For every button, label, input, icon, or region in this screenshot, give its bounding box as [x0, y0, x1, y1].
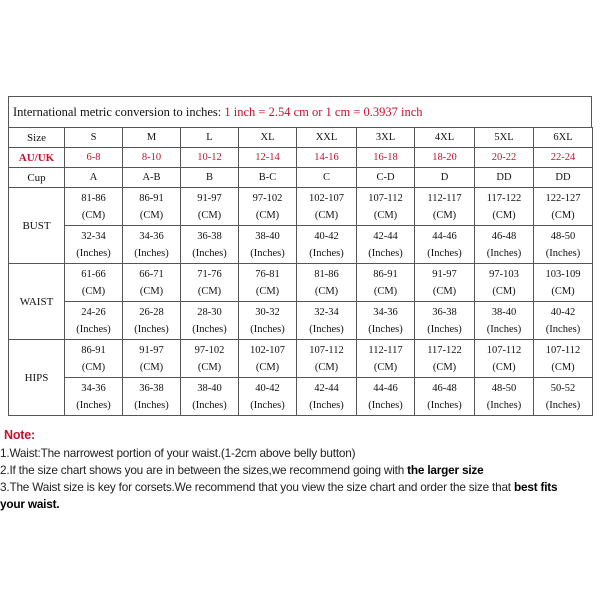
waist-inches-row [9, 302, 593, 340]
bust-cm-cell [357, 188, 415, 226]
measurement-unit: (CM) [492, 285, 516, 297]
measurement-value: 107-112 [309, 344, 344, 356]
cup-row-cell: B-C [239, 168, 297, 188]
measurement-value: 91-97 [197, 192, 222, 204]
bust-inches-row [9, 226, 593, 264]
size-row-cell: S [65, 128, 123, 148]
bust-cm-cell [181, 188, 239, 226]
waist-inches-cell [123, 302, 181, 340]
measurement-unit: (Inches) [76, 399, 111, 411]
measurement-unit: (CM) [551, 361, 575, 373]
hips-cm-cell [475, 340, 534, 378]
measurement-value: 86-91 [81, 344, 106, 356]
conversion-formula: 1 inch = 2.54 cm or 1 cm = 0.3937 inch [224, 105, 423, 119]
measurement-unit: (Inches) [545, 323, 581, 335]
cup-row-cell: B [181, 168, 239, 188]
bust-group-label: BUST [9, 188, 65, 264]
measurement-value: 32-34 [81, 230, 106, 242]
measurement-unit: (CM) [255, 209, 280, 221]
measurement-unit: (CM) [81, 209, 106, 221]
measurement-value: 122-127 [545, 192, 581, 204]
measurement-unit: (Inches) [76, 323, 111, 335]
notes-section [0, 428, 600, 513]
bust-cm-cell [297, 188, 357, 226]
measurement-value: 76-81 [255, 268, 280, 280]
measurement-value: 36-38 [432, 306, 457, 318]
waist-cm-cell [239, 264, 297, 302]
bust-cm-cell [415, 188, 475, 226]
measurement-unit: (CM) [255, 361, 280, 373]
measurement-value: 38-40 [255, 230, 280, 242]
hips-cm-cell [297, 340, 357, 378]
measurement-unit: (Inches) [192, 247, 227, 259]
au-uk-row-cell: 10-12 [181, 148, 239, 168]
measurement-unit: (Inches) [368, 399, 403, 411]
hips-cm-cell [123, 340, 181, 378]
note-line-2 [0, 462, 600, 479]
bust-inches-cell [534, 226, 593, 264]
note-line-3 [0, 479, 600, 496]
measurement-value: 86-91 [373, 268, 398, 280]
measurement-unit: (Inches) [309, 399, 344, 411]
waist-inches-cell [65, 302, 123, 340]
measurement-unit: (CM) [432, 209, 457, 221]
bust-inches-cell [357, 226, 415, 264]
measurement-value: 103-109 [545, 268, 581, 280]
size-row-cell: L [181, 128, 239, 148]
size-row-cell: 3XL [357, 128, 415, 148]
measurement-value: 107-112 [368, 192, 403, 204]
waist-inches-cell [475, 302, 534, 340]
bust-cm-cell [65, 188, 123, 226]
hips-inches-cell [534, 378, 593, 416]
measurement-unit: (CM) [139, 209, 164, 221]
size-row-cell: XL [239, 128, 297, 148]
measurement-value: 40-42 [314, 230, 339, 242]
hips-inches-cell [297, 378, 357, 416]
note-line-3-emphasis: best fits [513, 480, 558, 494]
measurement-unit: (Inches) [192, 323, 227, 335]
measurement-unit: (Inches) [427, 323, 462, 335]
measurement-unit: (CM) [139, 361, 164, 373]
hips-inches-row [9, 378, 593, 416]
bust-cm-row [9, 188, 593, 226]
measurement-unit: (Inches) [427, 247, 462, 259]
bust-cm-cell [123, 188, 181, 226]
measurement-value: 24-26 [81, 306, 106, 318]
measurement-unit: (Inches) [545, 247, 581, 259]
measurement-unit: (CM) [81, 285, 106, 297]
measurement-value: 97-102 [252, 192, 283, 204]
measurement-value: 44-46 [432, 230, 457, 242]
cup-row-cell: DD [534, 168, 593, 188]
measurement-unit: (Inches) [250, 323, 285, 335]
measurement-value: 61-66 [81, 268, 106, 280]
measurement-unit: (Inches) [134, 323, 169, 335]
cup-row-cell: D [415, 168, 475, 188]
measurement-value: 40-42 [255, 382, 280, 394]
measurement-value: 34-36 [139, 230, 164, 242]
note-line-4 [0, 496, 600, 513]
bust-inches-cell [181, 226, 239, 264]
measurement-unit: (CM) [197, 285, 222, 297]
measurement-value: 38-40 [197, 382, 222, 394]
measurement-value: 117-122 [486, 192, 522, 204]
cup-row-label: Cup [9, 168, 65, 188]
measurement-unit: (CM) [373, 361, 398, 373]
waist-cm-cell [181, 264, 239, 302]
bust-inches-cell [65, 226, 123, 264]
measurement-value: 42-44 [373, 230, 398, 242]
cup-row-cell: A [65, 168, 123, 188]
measurement-unit: (CM) [492, 209, 516, 221]
hips-group-label: HIPS [9, 340, 65, 416]
measurement-unit: (Inches) [368, 247, 403, 259]
au-uk-row-cell: 22-24 [534, 148, 593, 168]
note-line-2-text: 2.If the size chart shows you are in between the sizes,we recommend going with [0, 463, 408, 477]
cup-row-cell: DD [475, 168, 534, 188]
bust-cm-cell [239, 188, 297, 226]
measurement-value: 28-30 [197, 306, 222, 318]
bust-inches-cell [297, 226, 357, 264]
waist-cm-cell [65, 264, 123, 302]
waist-inches-cell [534, 302, 593, 340]
size-table [8, 127, 593, 416]
measurement-value: 117-122 [427, 344, 462, 356]
bust-inches-cell [475, 226, 534, 264]
measurement-value: 97-102 [194, 344, 225, 356]
cup-row-cell: A-B [123, 168, 181, 188]
cup-row [9, 168, 593, 188]
bust-cm-cell [534, 188, 593, 226]
waist-inches-cell [181, 302, 239, 340]
measurement-value: 36-38 [139, 382, 164, 394]
measurement-value: 30-32 [255, 306, 280, 318]
waist-cm-cell [357, 264, 415, 302]
conversion-prefix: International metric conversion to inches: [13, 105, 225, 119]
measurement-value: 91-97 [139, 344, 164, 356]
waist-inches-cell [297, 302, 357, 340]
measurement-value: 86-91 [139, 192, 164, 204]
measurement-unit: (Inches) [368, 323, 403, 335]
measurement-unit: (CM) [81, 361, 106, 373]
measurement-unit: (Inches) [250, 399, 285, 411]
measurement-unit: (Inches) [134, 247, 169, 259]
note-line-1: 1.Waist:The narrowest portion of your waist.(1-2cm above belly button) [0, 446, 356, 460]
measurement-unit: (Inches) [76, 247, 111, 259]
measurement-unit: (Inches) [545, 399, 581, 411]
measurement-value: 46-48 [491, 230, 517, 242]
waist-cm-cell [534, 264, 593, 302]
measurement-unit: (CM) [492, 361, 516, 373]
measurement-unit: (Inches) [192, 399, 227, 411]
hips-inches-cell [239, 378, 297, 416]
measurement-value: 34-36 [373, 306, 398, 318]
measurement-unit: (CM) [197, 209, 222, 221]
au-uk-row-cell: 16-18 [357, 148, 415, 168]
waist-group-label: WAIST [9, 264, 65, 340]
measurement-unit: (CM) [314, 285, 339, 297]
au-uk-row-cell: 18-20 [415, 148, 475, 168]
measurement-unit: (Inches) [134, 399, 169, 411]
waist-inches-cell [239, 302, 297, 340]
measurement-value: 42-44 [314, 382, 339, 394]
measurement-value: 91-97 [432, 268, 457, 280]
size-row-cell: 5XL [475, 128, 534, 148]
measurement-value: 50-52 [550, 382, 576, 394]
size-row [9, 128, 593, 148]
au-uk-row-cell: 6-8 [65, 148, 123, 168]
measurement-unit: (Inches) [250, 247, 285, 259]
measurement-value: 66-71 [139, 268, 164, 280]
waist-cm-cell [297, 264, 357, 302]
waist-cm-cell [415, 264, 475, 302]
measurement-value: 71-76 [197, 268, 222, 280]
note-line-2-emphasis: the larger size [407, 463, 484, 477]
measurement-value: 48-50 [550, 230, 576, 242]
conversion-title [8, 96, 592, 127]
hips-inches-cell [123, 378, 181, 416]
hips-cm-cell [415, 340, 475, 378]
measurement-value: 81-86 [81, 192, 106, 204]
note-line-3-text: 3.The Waist size is key for corsets.We recommend that you view the size chart and order the size that [0, 480, 514, 494]
measurement-value: 107-112 [486, 344, 522, 356]
measurement-value: 40-42 [550, 306, 576, 318]
size-row-label: Size [9, 128, 65, 148]
measurement-unit: (CM) [432, 285, 457, 297]
bust-inches-cell [123, 226, 181, 264]
measurement-unit: (Inches) [309, 323, 344, 335]
measurement-value: 112-117 [368, 344, 403, 356]
hips-inches-cell [65, 378, 123, 416]
measurement-unit: (Inches) [486, 323, 522, 335]
waist-cm-cell [123, 264, 181, 302]
measurement-value: 112-117 [427, 192, 462, 204]
waist-cm-cell [475, 264, 534, 302]
hips-cm-cell [357, 340, 415, 378]
size-row-cell: M [123, 128, 181, 148]
size-row-cell: XXL [297, 128, 357, 148]
bust-cm-cell [475, 188, 534, 226]
hips-inches-cell [181, 378, 239, 416]
measurement-unit: (CM) [373, 209, 398, 221]
hips-inches-cell [415, 378, 475, 416]
measurement-value: 97-103 [489, 268, 519, 280]
hips-cm-cell [181, 340, 239, 378]
measurement-unit: (CM) [255, 285, 280, 297]
measurement-value: 44-46 [373, 382, 398, 394]
measurement-value: 102-107 [250, 344, 285, 356]
measurement-unit: (CM) [551, 209, 575, 221]
size-chart [8, 96, 592, 416]
measurement-value: 102-107 [309, 192, 344, 204]
au-uk-row-cell: 8-10 [123, 148, 181, 168]
waist-cm-row [9, 264, 593, 302]
waist-inches-cell [415, 302, 475, 340]
size-row-cell: 6XL [534, 128, 593, 148]
au-uk-row-cell: 20-22 [475, 148, 534, 168]
measurement-value: 81-86 [314, 268, 339, 280]
hips-cm-cell [239, 340, 297, 378]
measurement-unit: (CM) [197, 361, 222, 373]
measurement-unit: (CM) [314, 209, 339, 221]
measurement-unit: (CM) [314, 361, 339, 373]
au-uk-row-cell: 12-14 [239, 148, 297, 168]
hips-inches-cell [475, 378, 534, 416]
measurement-unit: (CM) [551, 285, 575, 297]
measurement-unit: (Inches) [486, 247, 522, 259]
waist-inches-cell [357, 302, 415, 340]
bust-inches-cell [239, 226, 297, 264]
bust-inches-cell [415, 226, 475, 264]
note-line-4-emphasis: your waist. [0, 497, 60, 511]
hips-cm-cell [65, 340, 123, 378]
size-row-cell: 4XL [415, 128, 475, 148]
measurement-value: 34-36 [81, 382, 106, 394]
hips-cm-row [9, 340, 593, 378]
measurement-unit: (Inches) [427, 399, 462, 411]
measurement-value: 48-50 [491, 382, 517, 394]
measurement-unit: (Inches) [486, 399, 522, 411]
au-uk-row [9, 148, 593, 168]
au-uk-row-label: AU/UK [9, 148, 65, 168]
measurement-value: 32-34 [314, 306, 339, 318]
hips-inches-cell [357, 378, 415, 416]
measurement-unit: (Inches) [309, 247, 344, 259]
cup-row-cell: C [297, 168, 357, 188]
measurement-value: 36-38 [197, 230, 222, 242]
measurement-unit: (CM) [373, 285, 398, 297]
measurement-value: 46-48 [432, 382, 457, 394]
measurement-value: 26-28 [139, 306, 164, 318]
measurement-value: 38-40 [491, 306, 517, 318]
measurement-value: 107-112 [545, 344, 581, 356]
cup-row-cell: C-D [357, 168, 415, 188]
measurement-unit: (CM) [139, 285, 164, 297]
hips-cm-cell [534, 340, 593, 378]
au-uk-row-cell: 14-16 [297, 148, 357, 168]
measurement-unit: (CM) [432, 361, 457, 373]
note-title: Note: [4, 428, 35, 442]
